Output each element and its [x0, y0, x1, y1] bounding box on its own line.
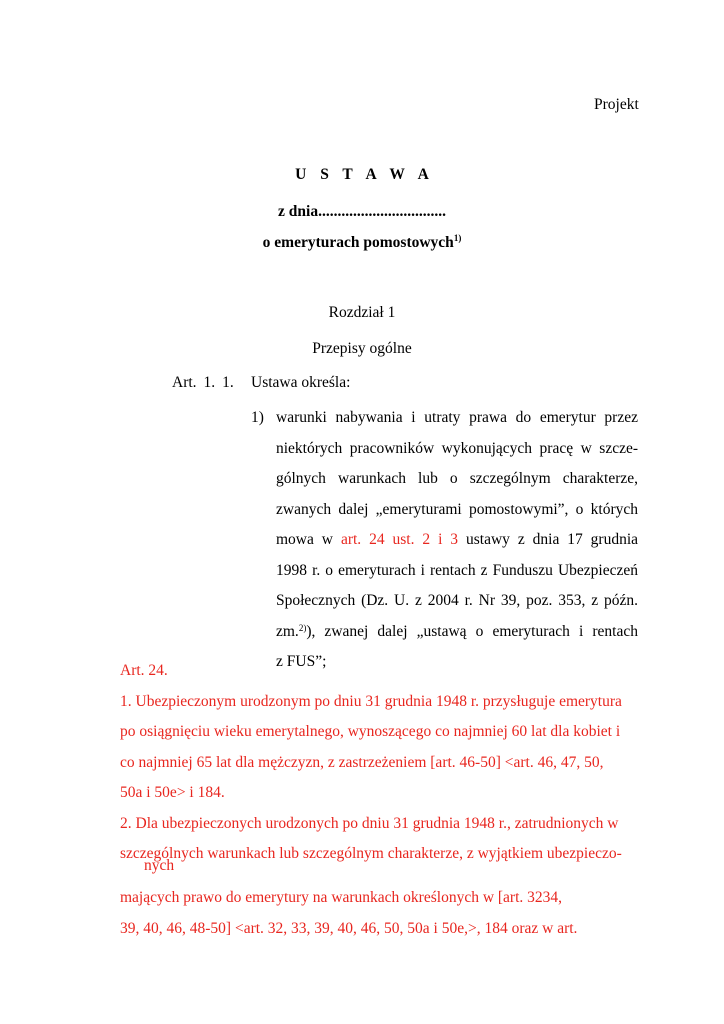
item-line: gólnych warunkach lub o szczególnym charakterze,: [276, 470, 638, 487]
item-line: zwanych dalej „emeryturami pomostowymi”, o których: [276, 500, 638, 518]
item-line-after: ), zwanej dalej „ustawą o emeryturach i rentach: [306, 622, 638, 640]
subject-text: o emeryturach pomostowych: [262, 234, 454, 251]
item-line: z FUS”;: [276, 653, 327, 670]
document-subject: [0, 234, 724, 252]
quote-line: co najmniej 65 lat dla mężczyzn, z zastrzeżeniem [art. 46-50] <art. 46, 47, 50,: [120, 753, 604, 771]
chapter-number: Rozdział 1: [328, 304, 396, 321]
footnote-ref[interactable]: 2): [298, 622, 307, 633]
quote-line: szczególnych warunkach lub szczególnym charakterze, z wyjątkiem ubezpieczo-: [120, 845, 622, 862]
item-line-with-link: [276, 525, 638, 556]
article-label: [172, 374, 241, 392]
subject-footnote-ref[interactable]: 1): [453, 233, 462, 243]
quote-line: Art. 24.: [120, 662, 168, 679]
article-word: Art.: [172, 374, 197, 391]
quote-line: po osiągnięciu wieku emerytalnego, wynoszącego co najmniej 60 lat dla kobiet i: [120, 723, 621, 740]
item-line: 1998 r. o emeryturach i rentach z Funduszu Ubezpieczeń: [276, 561, 638, 579]
date-line: z dnia.................................: [278, 203, 446, 220]
chapter-name: Przepisy ogólne: [312, 340, 412, 357]
quote-line: 50a i 50e> i 184.: [120, 784, 225, 801]
paragraph-number: 1.: [222, 374, 234, 391]
quote-line: 2. Dla ubezpieczonych urodzonych po dniu 31 grudnia 1948 r., zatrudnionych w: [120, 814, 619, 832]
document-title: U S T A W A: [295, 166, 434, 183]
quoted-article-24: [120, 656, 650, 944]
quote-line: mających prawo do emerytury na warunkach określonych w [art. 3234,: [120, 889, 563, 906]
art24-reference-link[interactable]: art. 24 ust. 2 i 3: [340, 531, 459, 548]
item-line-after: ustawy z dnia 17 grudnia: [466, 531, 639, 548]
item-number: 1): [251, 409, 264, 426]
item-text: [276, 403, 638, 678]
item-line-with-footnote: [276, 617, 638, 648]
article-number: 1.: [203, 374, 216, 391]
project-label: Projekt: [594, 96, 639, 113]
item-line-before: zm.: [276, 622, 299, 640]
quote-line: 39, 40, 46, 48-50] <art. 32, 33, 39, 40, 46, 50, 50a i 50e,>, 184 oraz w art.: [120, 919, 578, 937]
item-line: Społecznych (Dz. U. z 2004 r. Nr 39, poz. 353, z późn.: [276, 592, 638, 609]
item-line: warunki nabywania i utraty prawa do emerytur przez: [276, 409, 638, 426]
quote-line: 1. Ubezpieczonym urodzonym po dniu 31 grudnia 1948 r. przysługuje emerytura: [120, 692, 622, 710]
item-line: niektórych pracowników wykonujących pracę w szcze-: [276, 439, 638, 457]
item-line-before: mowa w: [276, 531, 333, 548]
article-intro: Ustawa określa:: [251, 374, 351, 391]
quote-line-continuation: nych: [144, 857, 175, 874]
